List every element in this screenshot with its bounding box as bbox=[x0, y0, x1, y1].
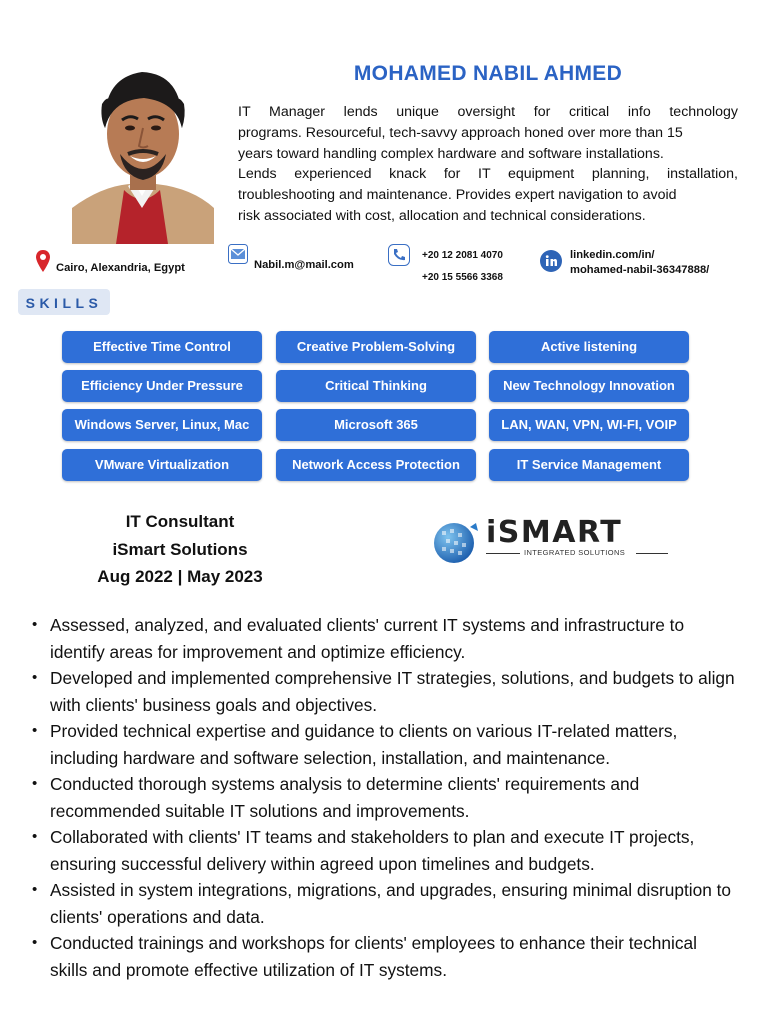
skill-tag: Critical Thinking bbox=[276, 370, 476, 402]
email-text[interactable]: Nabil.m@mail.com bbox=[254, 259, 354, 271]
skill-tag: Active listening bbox=[489, 331, 689, 363]
list-item bbox=[28, 612, 738, 665]
skills-heading: SKILLS bbox=[18, 289, 110, 315]
logo-divider bbox=[636, 553, 668, 554]
globe-icon bbox=[432, 519, 480, 567]
list-item-text: • Conducted trainings and workshops for clients' employees to enhance their technical skills and promote effective utilization of IT systems. bbox=[50, 933, 697, 980]
list-item bbox=[28, 771, 738, 824]
summary-line: years toward handling complex hardware and software installations. bbox=[238, 145, 664, 162]
job-header bbox=[70, 508, 290, 591]
contact-email bbox=[228, 244, 388, 274]
linkedin-icon bbox=[540, 250, 562, 272]
skill-tag: Effective Time Control bbox=[62, 331, 262, 363]
contact-linkedin bbox=[540, 248, 740, 284]
phone-secondary[interactable]: +20 15 5566 3368 bbox=[422, 272, 503, 283]
summary-line: risk associated with cost, allocation and technical considerations. bbox=[238, 207, 646, 224]
job-title: IT Consultant bbox=[125, 512, 235, 531]
list-item bbox=[28, 877, 738, 930]
skill-tag: New Technology Innovation bbox=[489, 370, 689, 402]
list-item-text: • Provided technical expertise and guidance to clients on various IT-related matters, including hardware and software selection, installation, and maintenance. bbox=[50, 721, 678, 768]
logo-divider bbox=[486, 553, 520, 554]
company-logo bbox=[432, 517, 672, 569]
summary-line: programs. Resourceful, tech-savvy approach honed over more than 15 bbox=[238, 124, 683, 141]
list-item-text: • Conducted thorough systems analysis to determine clients' requirements and recommended suitable IT solutions and improvements. bbox=[50, 774, 640, 821]
email-icon bbox=[228, 244, 248, 264]
location-text: Cairo, Alexandria, Egypt bbox=[56, 262, 185, 274]
skill-tag: Creative Problem-Solving bbox=[276, 331, 476, 363]
skill-tag: Microsoft 365 bbox=[276, 409, 476, 441]
skill-tag: VMware Virtualization bbox=[62, 449, 262, 481]
summary-line: Lends experienced knack for IT equipment planning, installation, bbox=[238, 166, 738, 183]
phone-icon bbox=[388, 244, 410, 266]
list-item-text: • Developed and implemented comprehensive IT strategies, solutions, and budgets to align with clients' business goals and objectives. bbox=[50, 668, 735, 715]
contact-phone bbox=[388, 244, 528, 286]
linkedin-line-2[interactable]: mohamed-nabil-36347888/ bbox=[570, 264, 710, 276]
list-item-text: • Assisted in system integrations, migrations, and upgrades, ensuring minimal disruption to clients' operations and data. bbox=[50, 880, 732, 927]
list-item bbox=[28, 930, 738, 983]
skill-tag: Windows Server, Linux, Mac bbox=[62, 409, 262, 441]
skill-tag: Network Access Protection bbox=[276, 449, 476, 481]
location-pin-icon bbox=[36, 250, 50, 274]
linkedin-line-1[interactable]: linkedin.com/in/ bbox=[570, 249, 655, 261]
summary-line: troubleshooting and maintenance. Provides expert navigation to avoid bbox=[238, 187, 677, 204]
skill-tag: IT Service Management bbox=[489, 449, 689, 481]
list-item bbox=[28, 824, 738, 877]
contact-location bbox=[36, 250, 226, 280]
profile-summary bbox=[238, 102, 738, 227]
job-dates: Aug 2022 | May 2023 bbox=[97, 567, 263, 586]
list-item bbox=[28, 718, 738, 771]
list-item-text: • Assessed, analyzed, and evaluated clients' current IT systems and infrastructure to identify areas for improvement and optimize efficiency. bbox=[50, 615, 685, 662]
candidate-name: MOHAMED NABIL AHMED bbox=[353, 62, 623, 85]
profile-photo bbox=[72, 58, 214, 244]
list-item-text: • Collaborated with clients' IT teams and stakeholders to plan and execute IT projects, ensuring successful delivery within agreed upon timelines and budgets. bbox=[50, 827, 695, 874]
skill-tag: Efficiency Under Pressure bbox=[62, 370, 262, 402]
summary-line: IT Manager lends unique oversight for critical info technology bbox=[238, 104, 738, 120]
phone-primary[interactable]: +20 12 2081 4070 bbox=[422, 250, 503, 261]
logo-subtext: INTEGRATED SOLUTIONS bbox=[524, 548, 626, 557]
list-item bbox=[28, 665, 738, 718]
skill-tag: LAN, WAN, VPN, WI-FI, VOIP bbox=[489, 409, 689, 441]
responsibilities-list bbox=[28, 612, 738, 983]
logo-wordmark: iSMART bbox=[486, 515, 623, 550]
job-company: iSmart Solutions bbox=[112, 539, 248, 559]
